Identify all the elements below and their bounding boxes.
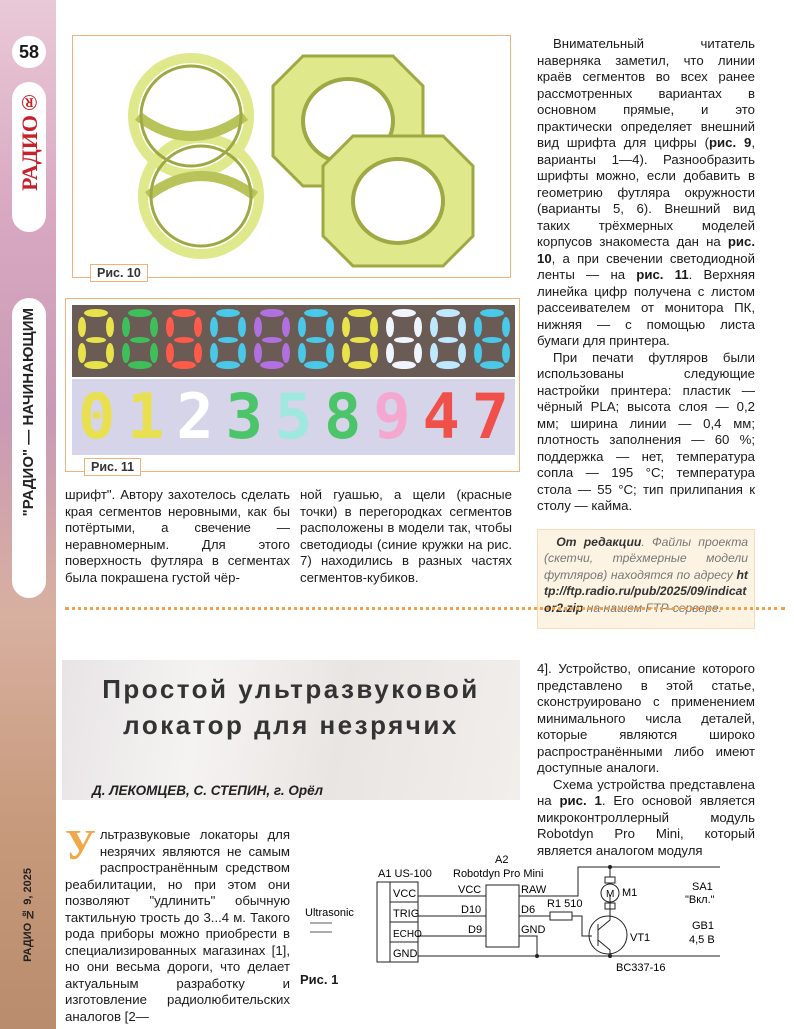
round-segment-model — [133, 58, 259, 254]
led-segment — [166, 343, 174, 363]
led-segment — [474, 317, 482, 337]
led-segment — [84, 309, 108, 317]
led-segment — [430, 343, 438, 363]
section-divider — [65, 607, 785, 610]
led-segment — [238, 343, 246, 363]
led-segment — [458, 317, 466, 337]
led-segment — [370, 317, 378, 337]
article-right-text — [537, 661, 755, 859]
led-segment — [172, 361, 196, 369]
pin-label: GND — [393, 948, 418, 960]
text: , а при свечении светодиодной ленты — на — [537, 250, 755, 282]
led-segment — [480, 309, 504, 317]
right-column — [537, 36, 755, 629]
page-number: 58 — [12, 36, 46, 68]
vt1-type: BC337-16 — [616, 962, 666, 974]
mid-left-text: шрифт". Автору захотелось сделать края сегментов неровными, как бы потёртыми, а свечение — неравномерным. Для этого поверхность футляра в сегментах была покрашена густой чёр- — [65, 487, 290, 585]
pin-label: D9 — [468, 924, 483, 936]
led-segment — [238, 317, 246, 337]
led-segment — [150, 317, 158, 337]
text: . Верхняя линейка цифр получена с листом рассеивателем от монитора ПК, нижняя — с помощью листа бумаги для принтера. — [537, 267, 755, 348]
fig10-label: Рис. 10 — [90, 264, 148, 282]
led-segment — [262, 337, 282, 343]
motor-symbol: M — [606, 889, 615, 900]
led-segment — [430, 317, 438, 337]
a2-name: Robotdyn Pro Mini — [453, 868, 544, 880]
led-digit: 0 — [77, 380, 116, 453]
editorial-note — [537, 529, 755, 629]
text: Схема устройства представлена на — [537, 776, 755, 808]
led-segment — [86, 337, 106, 343]
led-segment — [342, 343, 350, 363]
note-lead: От редакции — [556, 534, 642, 549]
m1-label: M1 — [622, 887, 638, 899]
led-segment — [128, 361, 152, 369]
led-segment — [130, 337, 150, 343]
led-segment — [348, 361, 372, 369]
ftp-link[interactable]: http://ftp.radio.ru/pub/2025/09/indicator2.zip — [544, 567, 748, 615]
led-segment — [254, 343, 262, 363]
note-text: на нашем FTP-сервере. — [583, 600, 723, 615]
article-authors: Д. ЛЕКОМЦЕВ, С. СТЕПИН, г. Орёл — [92, 783, 324, 798]
right-column-text — [537, 36, 755, 515]
figure-11 — [65, 298, 520, 472]
fig-ref: рис. 9 — [708, 135, 752, 150]
led-segment — [298, 317, 306, 337]
fig10-3d-models — [73, 36, 510, 277]
led-segment — [414, 317, 422, 337]
section-title: "РАДИО" — НАЧИНАЮЩИМ — [20, 308, 37, 517]
led-segment — [348, 309, 372, 317]
note-text: . Файлы проекта (скетчи, трёхмерные модели футляров) находятся по адресу — [544, 534, 748, 582]
gb1-value: 4,5 В — [689, 934, 715, 946]
led-segment — [172, 309, 196, 317]
fig11-label: Рис. 11 — [84, 458, 141, 476]
led-segment — [210, 343, 218, 363]
led-digit: 3 — [225, 380, 263, 453]
led-segment — [436, 309, 460, 317]
text: , варианты 1—4). Разнообразить шрифты можно, если добавить в геометрию футляра окружности (варианты 5, 6). Внешний вид таких трёхмерных моделей корпусов знакоместа дан на — [537, 135, 755, 249]
led-segment — [502, 317, 510, 337]
text: Внимательный читатель наверняка заметил, что линии краёв сегментов во всех ранее рассмотренных вариантах в основном прямые, и это практически определяет внешний вид шрифта для цифры ( — [537, 36, 755, 150]
led-segment — [326, 343, 334, 363]
led-segment — [350, 337, 370, 343]
led-segment — [84, 361, 108, 369]
led-segment — [306, 337, 326, 343]
pin-label: D10 — [461, 904, 482, 916]
led-segment — [78, 343, 86, 363]
mid-right-text: ной гуашью, а щели (красные точки) в перегородках сегментов расположены в модели так, чтобы светодиоды (синие кружки на рис. 7) находились в разных частях сегментов-кубиков. — [300, 487, 512, 585]
led-segment — [474, 343, 482, 363]
led-digit: 1 — [127, 380, 165, 453]
led-segment — [210, 317, 218, 337]
article-left-text — [65, 823, 290, 1025]
led-segment — [260, 361, 284, 369]
led-segment — [392, 361, 416, 369]
a2-label: A2 — [495, 854, 509, 866]
led-segment — [414, 343, 422, 363]
led-segment — [304, 309, 328, 317]
led-digit: 7 — [471, 380, 510, 453]
pin-label: RAW — [521, 884, 547, 896]
led-segment — [174, 337, 194, 343]
led-segment — [304, 361, 328, 369]
led-segment — [218, 337, 238, 343]
led-digit: 9 — [373, 380, 411, 453]
led-segment — [150, 343, 158, 363]
led-segment — [326, 317, 334, 337]
radio-logo: РАДИО® — [17, 90, 42, 191]
led-segment — [370, 343, 378, 363]
led-segment — [342, 317, 350, 337]
led-segment — [392, 309, 416, 317]
led-digit: 2 — [176, 380, 214, 453]
pin-label: D6 — [521, 904, 536, 916]
article-header — [62, 660, 520, 800]
fig-ref: рис. 1 — [559, 793, 602, 808]
gb1-label: GB1 — [692, 920, 715, 932]
led-segment — [216, 361, 240, 369]
a1-label: A1 US-100 — [378, 868, 432, 880]
printer-settings-paragraph: При печати футляров были использованы следующие настройки принтера: пластик — чёрный PLA; высота слоя — 0,2 мм; ширина линии — 0,4 мм; плотность заполнения — 60 %; поддержка — нет, температура сопла — 195 °С; температура стола — 55 °С; тип прилипания к столу — кайма. — [537, 349, 755, 513]
led-segment — [386, 343, 394, 363]
pin-label: ECHO — [393, 929, 422, 940]
led-segment — [128, 309, 152, 317]
figure-10 — [72, 35, 511, 278]
led-segment — [254, 317, 262, 337]
sa1-label: SA1 — [692, 881, 713, 893]
led-segment — [282, 343, 290, 363]
led-segment — [482, 337, 502, 343]
led-segment — [194, 343, 202, 363]
fig1-label: Рис. 1 — [300, 972, 339, 987]
led-segment — [106, 343, 114, 363]
pin-label: TRIG — [393, 908, 420, 920]
led-segment — [106, 317, 114, 337]
sa1-caption: "Вкл." — [685, 894, 715, 906]
led-segment — [436, 361, 460, 369]
led-segment — [122, 317, 130, 337]
drop-cap: У — [65, 823, 96, 869]
section-pill — [12, 298, 46, 598]
issue-label: РАДИО № 9, 2025 — [22, 868, 34, 962]
led-segment — [282, 317, 290, 337]
led-digit: 4 — [422, 380, 460, 453]
vt1-label: VT1 — [630, 932, 651, 944]
led-segment — [394, 337, 414, 343]
schematic-fig1 — [300, 850, 720, 990]
led-segment — [502, 343, 510, 363]
led-segment — [480, 361, 504, 369]
led-segment — [438, 337, 458, 343]
fig-ref: рис. 11 — [636, 267, 689, 282]
led-segment — [78, 317, 86, 337]
led-segment — [458, 343, 466, 363]
article-title-line1: Простой ультразвуковой — [102, 674, 480, 704]
led-segment — [298, 343, 306, 363]
led-digit: 8 — [324, 380, 362, 453]
led-segment — [216, 309, 240, 317]
issue-pill — [12, 860, 46, 1010]
pin-label: VCC — [458, 884, 482, 896]
text: 4]. Устройство, описание которого представлено в этой статье, сконструировано с применением минимального числа деталей, которые являются широко распространёнными либо имеют доступные аналоги. — [537, 661, 755, 775]
r1-label: R1 510 — [547, 898, 583, 910]
octagon-segment-model — [273, 56, 473, 266]
led-segment — [166, 317, 174, 337]
led-segment — [194, 317, 202, 337]
pin-label: GND — [521, 924, 546, 936]
led-digit: 5 — [274, 380, 313, 453]
led-segment — [260, 309, 284, 317]
pin-label: VCC — [393, 888, 417, 900]
fig-ref: рис. 10 — [537, 234, 755, 266]
led-segment — [386, 317, 394, 337]
led-segment — [122, 343, 130, 363]
article-title-line2: локатор для незрячих — [123, 710, 459, 740]
ultrasonic-label: Ultrasonic — [305, 907, 354, 919]
text: . Его основой является микроконтроллерный модуль Robotdyn Pro Mini, который является аналогом модуля — [537, 793, 755, 858]
text: льтразвуковые локаторы для незрячих являются не самым распространённым средством реабилитации, но при этом они позволяют "удлинить" обычную тактильную трость до 3...4 м. Такого рода приборы можно приобрести в специализированных магазинах [1], но они весьма дороги, что делает актуальным разработку и изготовление радиолюбительских аналогов [2— — [65, 827, 290, 1024]
logo-pill — [12, 82, 46, 232]
